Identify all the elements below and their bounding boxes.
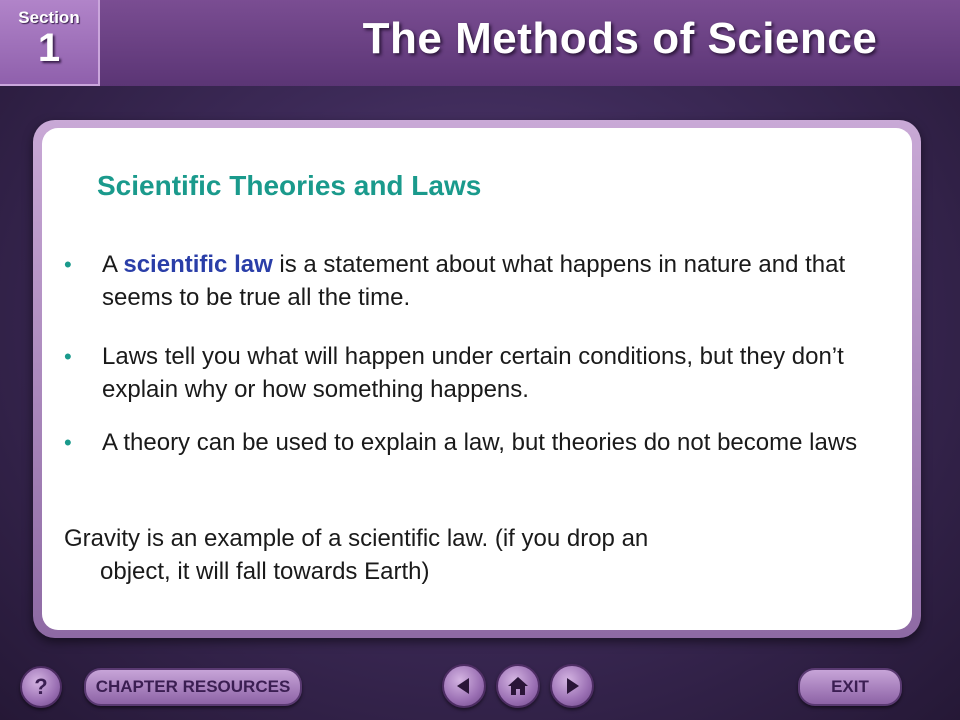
home-button[interactable] <box>496 664 540 708</box>
bottom-nav <box>0 656 960 720</box>
bullet-text: Laws tell you what will happen under certain conditions, but they don’t explain why or how something happens. <box>102 343 844 403</box>
house-icon <box>506 675 530 697</box>
page-title: The Methods of Science <box>362 14 878 63</box>
help-button[interactable] <box>20 666 62 708</box>
bullet-dot: • <box>64 344 72 369</box>
bullet-post: is a statement about what happens in nature and that seems to be true all the time. <box>102 251 846 311</box>
bullet-2 <box>64 340 884 406</box>
bullet-text <box>102 248 884 314</box>
help-icon: ? <box>34 674 48 699</box>
example-line-1: Gravity is an example of a scientific law. (if you drop an <box>64 525 649 552</box>
example-line-2: object, it will fall towards Earth) <box>100 558 430 585</box>
section-number: 1 <box>37 26 61 70</box>
header-bar <box>100 0 960 86</box>
forward-button[interactable] <box>550 664 594 708</box>
bullet-pre: A <box>102 251 124 278</box>
bullet-1 <box>64 248 884 314</box>
example-text <box>64 522 864 588</box>
key-term: scientific law <box>123 251 273 278</box>
bullet-dot: • <box>64 430 72 455</box>
bullet-text: A theory can be used to explain a law, but theories do not become laws <box>102 429 858 456</box>
back-button[interactable] <box>442 664 486 708</box>
triangle-left-icon <box>453 675 475 697</box>
triangle-right-icon <box>561 675 583 697</box>
slide-heading: Scientific Theories and Laws <box>97 170 482 201</box>
bullet-3 <box>64 426 884 459</box>
chapter-resources-button[interactable]: CHAPTER RESOURCES <box>84 668 302 706</box>
exit-button[interactable]: EXIT <box>798 668 902 706</box>
section-tab <box>0 0 100 86</box>
bullet-dot: • <box>64 252 72 277</box>
section-label: Section <box>18 8 80 27</box>
